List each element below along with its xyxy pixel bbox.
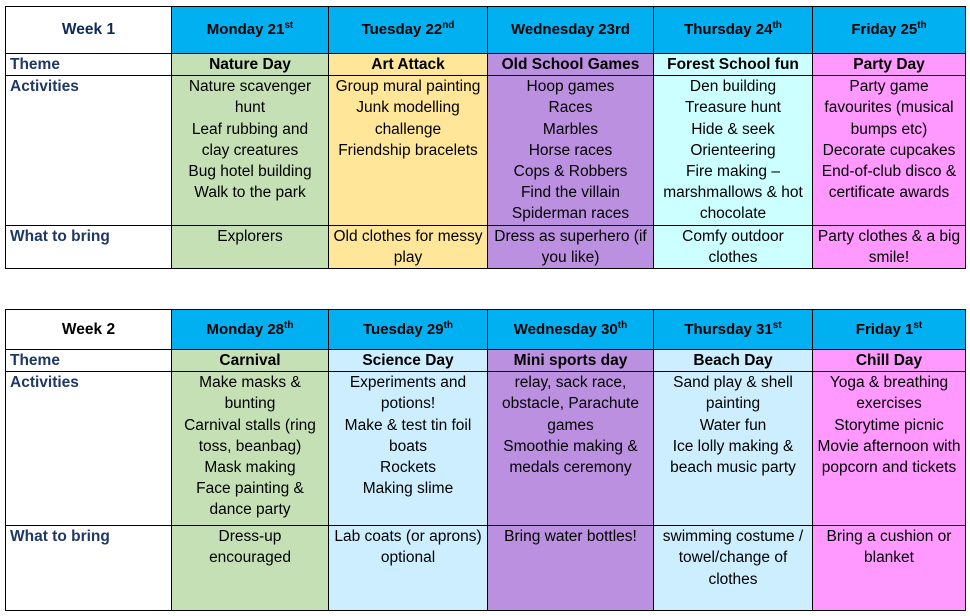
theme-cell: Science Day xyxy=(329,350,488,372)
activity-item: Group mural painting xyxy=(335,78,481,96)
theme-cell: Old School Games xyxy=(488,54,654,76)
activity-item: Cops & Robbers xyxy=(513,163,628,181)
activity-item: Marbles xyxy=(542,120,599,138)
activity-item: Mask making xyxy=(204,459,296,477)
week-1-title: Week 1 xyxy=(6,7,172,54)
activity-item: Rockets xyxy=(380,459,436,477)
activity-item: End-of-club disco & certificate awards xyxy=(821,163,957,202)
bring-cell: Lab coats (or aprons) optional xyxy=(329,526,488,611)
row-label-activities: Activities xyxy=(6,76,172,225)
activity-item: Water fun xyxy=(699,416,767,434)
activity-item: Hoop games xyxy=(526,78,615,96)
activity-item: Treasure hunt xyxy=(685,99,781,117)
bring-cell: Bring water bottles! xyxy=(488,526,654,611)
activity-item: Friendship bracelets xyxy=(338,141,478,159)
activities-cell xyxy=(488,372,654,526)
bring-cell: Old clothes for messy play xyxy=(329,225,488,268)
week-1-day-tuesday: Tuesday 22nd xyxy=(329,7,488,54)
bring-cell: Comfy outdoor clothes xyxy=(654,225,813,268)
week-2-table xyxy=(5,309,966,611)
bring-cell: Explorers xyxy=(172,225,329,268)
theme-cell: Carnival xyxy=(172,350,329,372)
theme-cell: Chill Day xyxy=(813,350,966,372)
week-1-day-wednesday: Wednesday 23rd xyxy=(488,7,654,54)
activity-item: Spiderman races xyxy=(511,205,630,223)
week-2-day-monday: Monday 28th xyxy=(172,310,329,350)
activity-item: Orienteering xyxy=(690,141,776,159)
week-2-activities-row xyxy=(6,372,966,526)
row-label-activities: Activities xyxy=(6,372,172,526)
activity-item: Nature scavenger hunt xyxy=(188,78,312,117)
week-1-theme-row xyxy=(6,54,966,76)
week-2-title: Week 2 xyxy=(6,310,172,350)
week-1-activities-row xyxy=(6,76,966,225)
row-label-theme: Theme xyxy=(6,54,172,76)
activity-item: Movie afternoon with popcorn and tickets xyxy=(817,437,961,477)
week-2-bring-row xyxy=(6,526,966,611)
activities-cell xyxy=(329,372,488,526)
week-1-day-monday: Monday 21st xyxy=(172,7,329,54)
activity-item: Face painting & dance party xyxy=(196,480,304,519)
row-label-theme: Theme xyxy=(6,350,172,372)
activities-cell xyxy=(172,372,329,526)
activity-item: Making slime xyxy=(362,480,454,498)
activities-cell xyxy=(813,76,966,225)
activity-item: Races xyxy=(548,99,593,117)
week-1-bring-row xyxy=(6,225,966,268)
week-2-day-tuesday: Tuesday 29th xyxy=(329,310,488,350)
activity-item: Junk modelling challenge xyxy=(356,99,460,138)
row-label-what-to-bring: What to bring xyxy=(6,225,172,268)
bring-cell: Dress as superhero (if you like) xyxy=(488,225,654,268)
activity-item: Hide & seek xyxy=(691,120,775,138)
activity-item: relay, sack race, obstacle, Parachute games xyxy=(501,374,639,434)
activity-item: Horse races xyxy=(528,141,613,159)
activity-item: Make & test tin foil boats xyxy=(344,416,472,455)
activity-item: Yoga & breathing exercises xyxy=(829,374,949,413)
week-1-header-row xyxy=(6,7,966,54)
theme-cell: Forest School fun xyxy=(654,54,813,76)
week-1-day-thursday: Thursday 24th xyxy=(654,7,813,54)
activities-cell xyxy=(654,372,813,526)
activity-item: Walk to the park xyxy=(194,184,306,202)
activity-item: Sand play & shell painting xyxy=(673,374,793,413)
activity-item: Storytime picnic xyxy=(834,416,944,434)
week-2-day-wednesday: Wednesday 30th xyxy=(488,310,654,350)
bring-cell: Dress-up encouraged xyxy=(172,526,329,611)
theme-cell: Mini sports day xyxy=(488,350,654,372)
week-2-day-friday: Friday 1st xyxy=(813,310,966,350)
theme-cell: Art Attack xyxy=(329,54,488,76)
theme-cell: Beach Day xyxy=(654,350,813,372)
row-label-what-to-bring: What to bring xyxy=(6,526,172,611)
activity-item: Make masks & bunting xyxy=(199,374,301,413)
activity-item: Ice lolly making & beach music party xyxy=(670,437,796,477)
week-1-day-friday: Friday 25th xyxy=(813,7,966,54)
theme-cell: Party Day xyxy=(813,54,966,76)
activity-item: Den building xyxy=(689,78,777,96)
activities-cell xyxy=(172,76,329,225)
activity-item: Party game favourites (musical bumps etc) xyxy=(824,78,954,138)
theme-cell: Nature Day xyxy=(172,54,329,76)
week-2-theme-row xyxy=(6,350,966,372)
bring-cell: Bring a cushion or blanket xyxy=(813,526,966,611)
activity-item: Carnival stalls (ring toss, beanbag) xyxy=(184,416,316,455)
activity-item: Fire making – marshmallows & hot chocolate xyxy=(663,163,803,223)
bring-cell: Party clothes & a big smile! xyxy=(813,225,966,268)
week-2-header-row xyxy=(6,310,966,350)
activity-item: Leaf rubbing and clay creatures xyxy=(191,120,309,159)
activity-item: Smoothie making & medals ceremony xyxy=(503,437,638,477)
activities-cell xyxy=(654,76,813,225)
week-2-day-thursday: Thursday 31st xyxy=(654,310,813,350)
activities-cell xyxy=(813,372,966,526)
activities-cell xyxy=(329,76,488,225)
activities-cell xyxy=(488,76,654,225)
activity-item: Bug hotel building xyxy=(188,163,312,181)
week-1-table xyxy=(5,6,966,269)
activity-item: Find the villain xyxy=(520,184,621,202)
bring-cell: swimming costume / towel/change of clothes xyxy=(654,526,813,611)
activity-item: Decorate cupcakes xyxy=(822,141,956,159)
activity-item: Experiments and potions! xyxy=(349,374,467,413)
